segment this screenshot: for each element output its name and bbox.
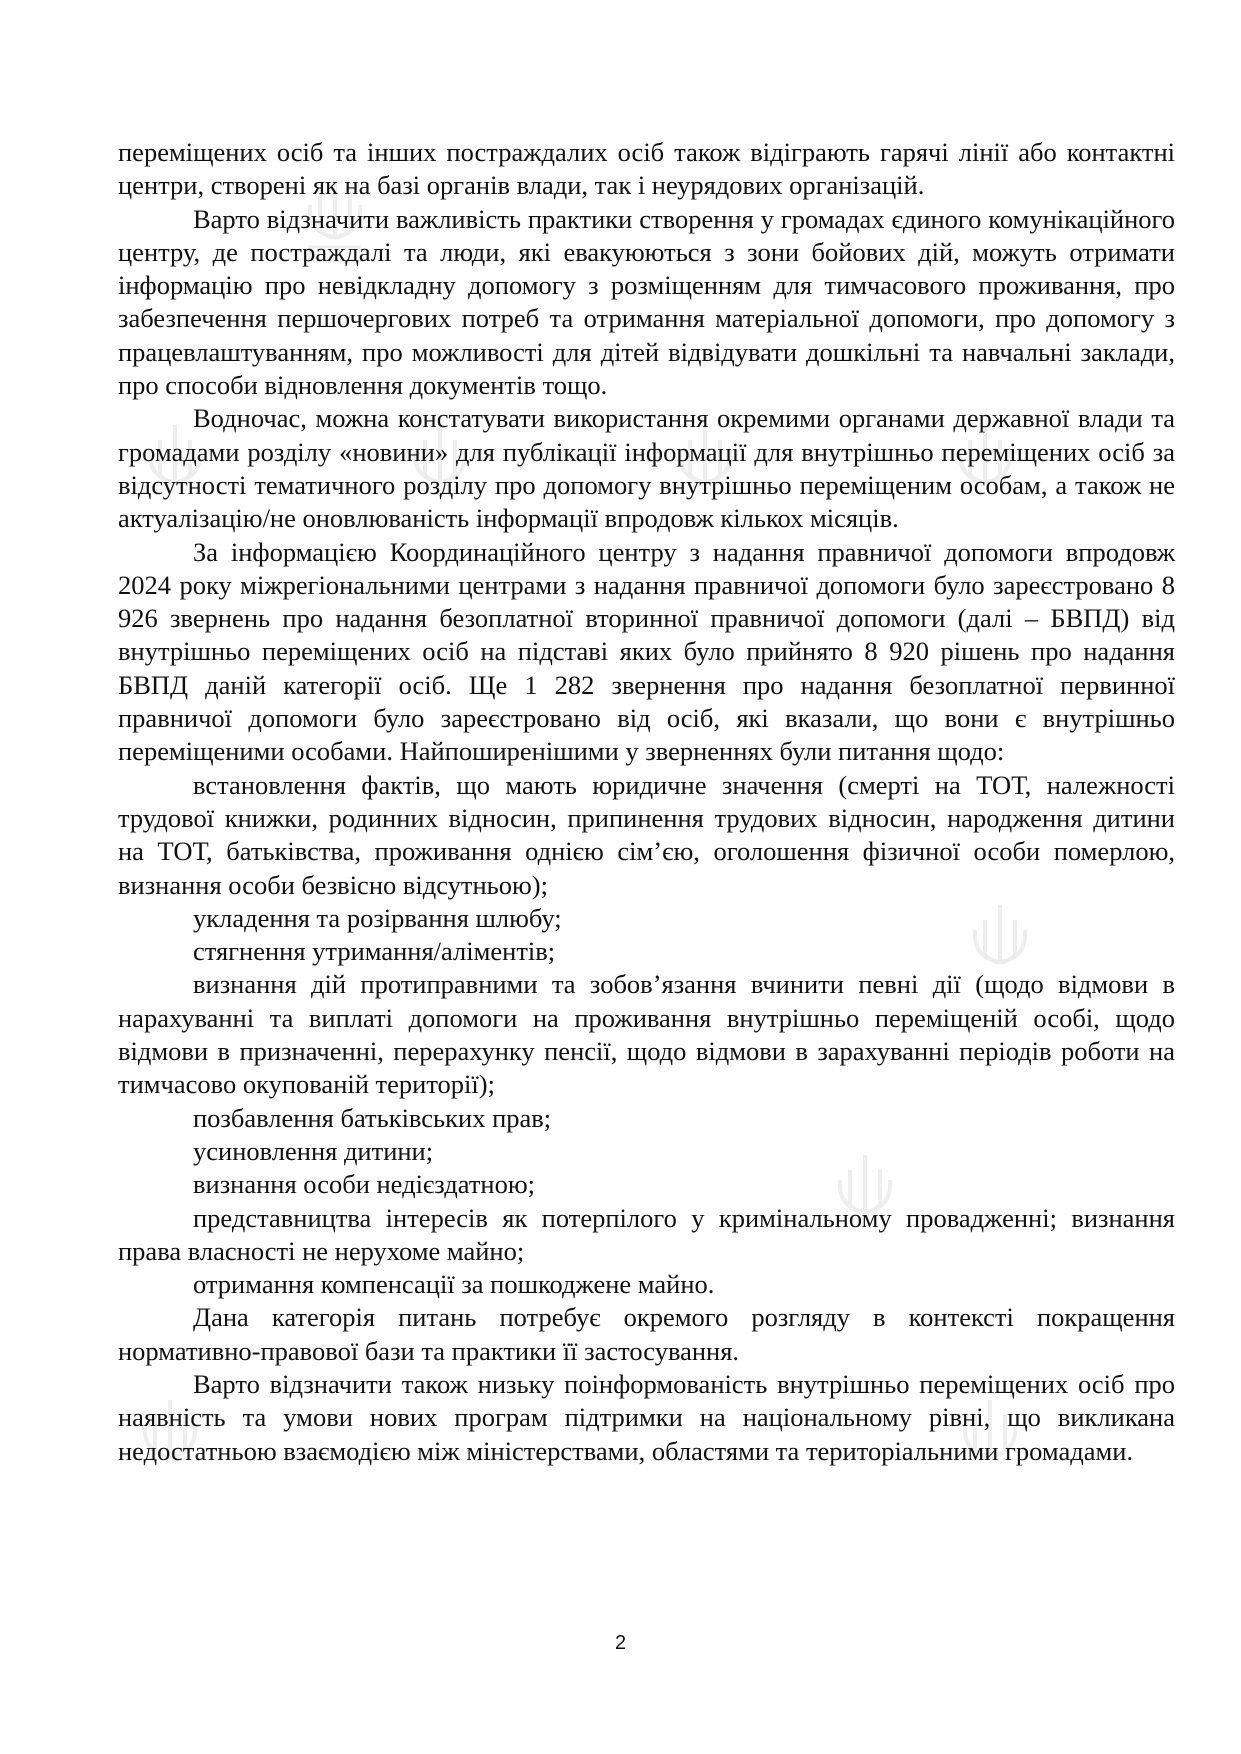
paragraph: переміщених осіб та інших постраждалих осіб також відіграють гарячі лінії або контактні центри, створені як на базі органів влади, так і неурядових організацій. <box>118 137 1175 201</box>
list-item: визнання дій протиправними та зобов’язання вчинити певні дії (щодо відмови в нарахуванні та виплаті допомоги на проживання внутрішньо переміщеній особі, щодо відмови в призначенні, перерахунку пенсії, щодо відмови в зарахуванні періодів роботи на тимчасово окупованій території); <box>118 969 1175 1100</box>
paragraph: Варто відзначити також низьку поінформованість внутрішньо переміщених осіб про наявність та умови нових програм підтримки на національному рівні, що викликана недостатньою взаємодією між міністерствами, областями та територіальними громадами. <box>118 1368 1175 1466</box>
list-item: стягнення утримання/аліментів; <box>193 936 556 967</box>
list-item: представництва інтересів як потерпілого у кримінальному провадженні; визнання права власності не нерухоме майно; <box>118 1202 1175 1266</box>
list-item: отримання компенсації за пошкоджене майно. <box>193 1269 715 1300</box>
paragraph: За інформацією Координаційного центру з надання правничої допомоги впродовж 2024 року міжрегіональними центрами з надання правничої допомоги було зареєстровано 8 926 звернень про надання безоплатної вторинної правничої допомоги (далі – БВПД) від внутрішньо переміщених осіб на підставі яких було прийнято 8 920 рішень про надання БВПД даній категорії осіб. Ще 1 282 звернення про надання безоплатної первинної правничої допомоги було зареєстровано від осіб, які вказали, що вони є внутрішньо переміщеними особами. Найпоширенішими у зверненнях були питання щодо: <box>118 536 1175 767</box>
list-item: встановлення фактів, що мають юридичне значення (смерті на ТОТ, належності трудової книжки, родинних відносин, припинення трудових відносин, народження дитини на ТОТ, батьківства, проживання однією сім’єю, оголошення фізичної особи померлою, визнання особи безвісно відсутньою); <box>118 769 1175 900</box>
paragraph: Дана категорія питань потребує окремого розгляду в контексті покращення нормативно-правової бази та практики її застосування. <box>118 1302 1175 1366</box>
list-item: визнання особи недієздатною; <box>193 1169 536 1200</box>
page-number: 2 <box>614 1632 627 1654</box>
list-item: укладення та розірвання шлюбу; <box>193 902 562 933</box>
paragraph: Водночас, можна констатувати використання окремими органами державної влади та громадами розділу «новини» для публікації інформації для внутрішньо переміщених осіб за відсутності тематичного розділу про допомогу внутрішньо переміщеним особам, а також не актуалізацію/не оновлюваність інформації впродовж кількох місяців. <box>118 403 1175 534</box>
body-text <box>118 136 1175 1468</box>
paragraph: Варто відзначити важливість практики створення у громадах єдиного комунікаційного центру, де постраждалі та люди, які евакуюються з зони бойових дій, можуть отримати інформацію про невідкладну допомогу з розміщенням для тимчасового проживання, про забезпечення першочергових потреб та отримання матеріальної допомоги, про допомогу з працевлаштуванням, про можливості для дітей відвідувати дошкільні та навчальні заклади, про способи відновлення документів тощо. <box>118 203 1175 401</box>
list-item: позбавлення батьківських прав; <box>193 1102 552 1133</box>
list-item: усиновлення дитини; <box>193 1135 434 1166</box>
